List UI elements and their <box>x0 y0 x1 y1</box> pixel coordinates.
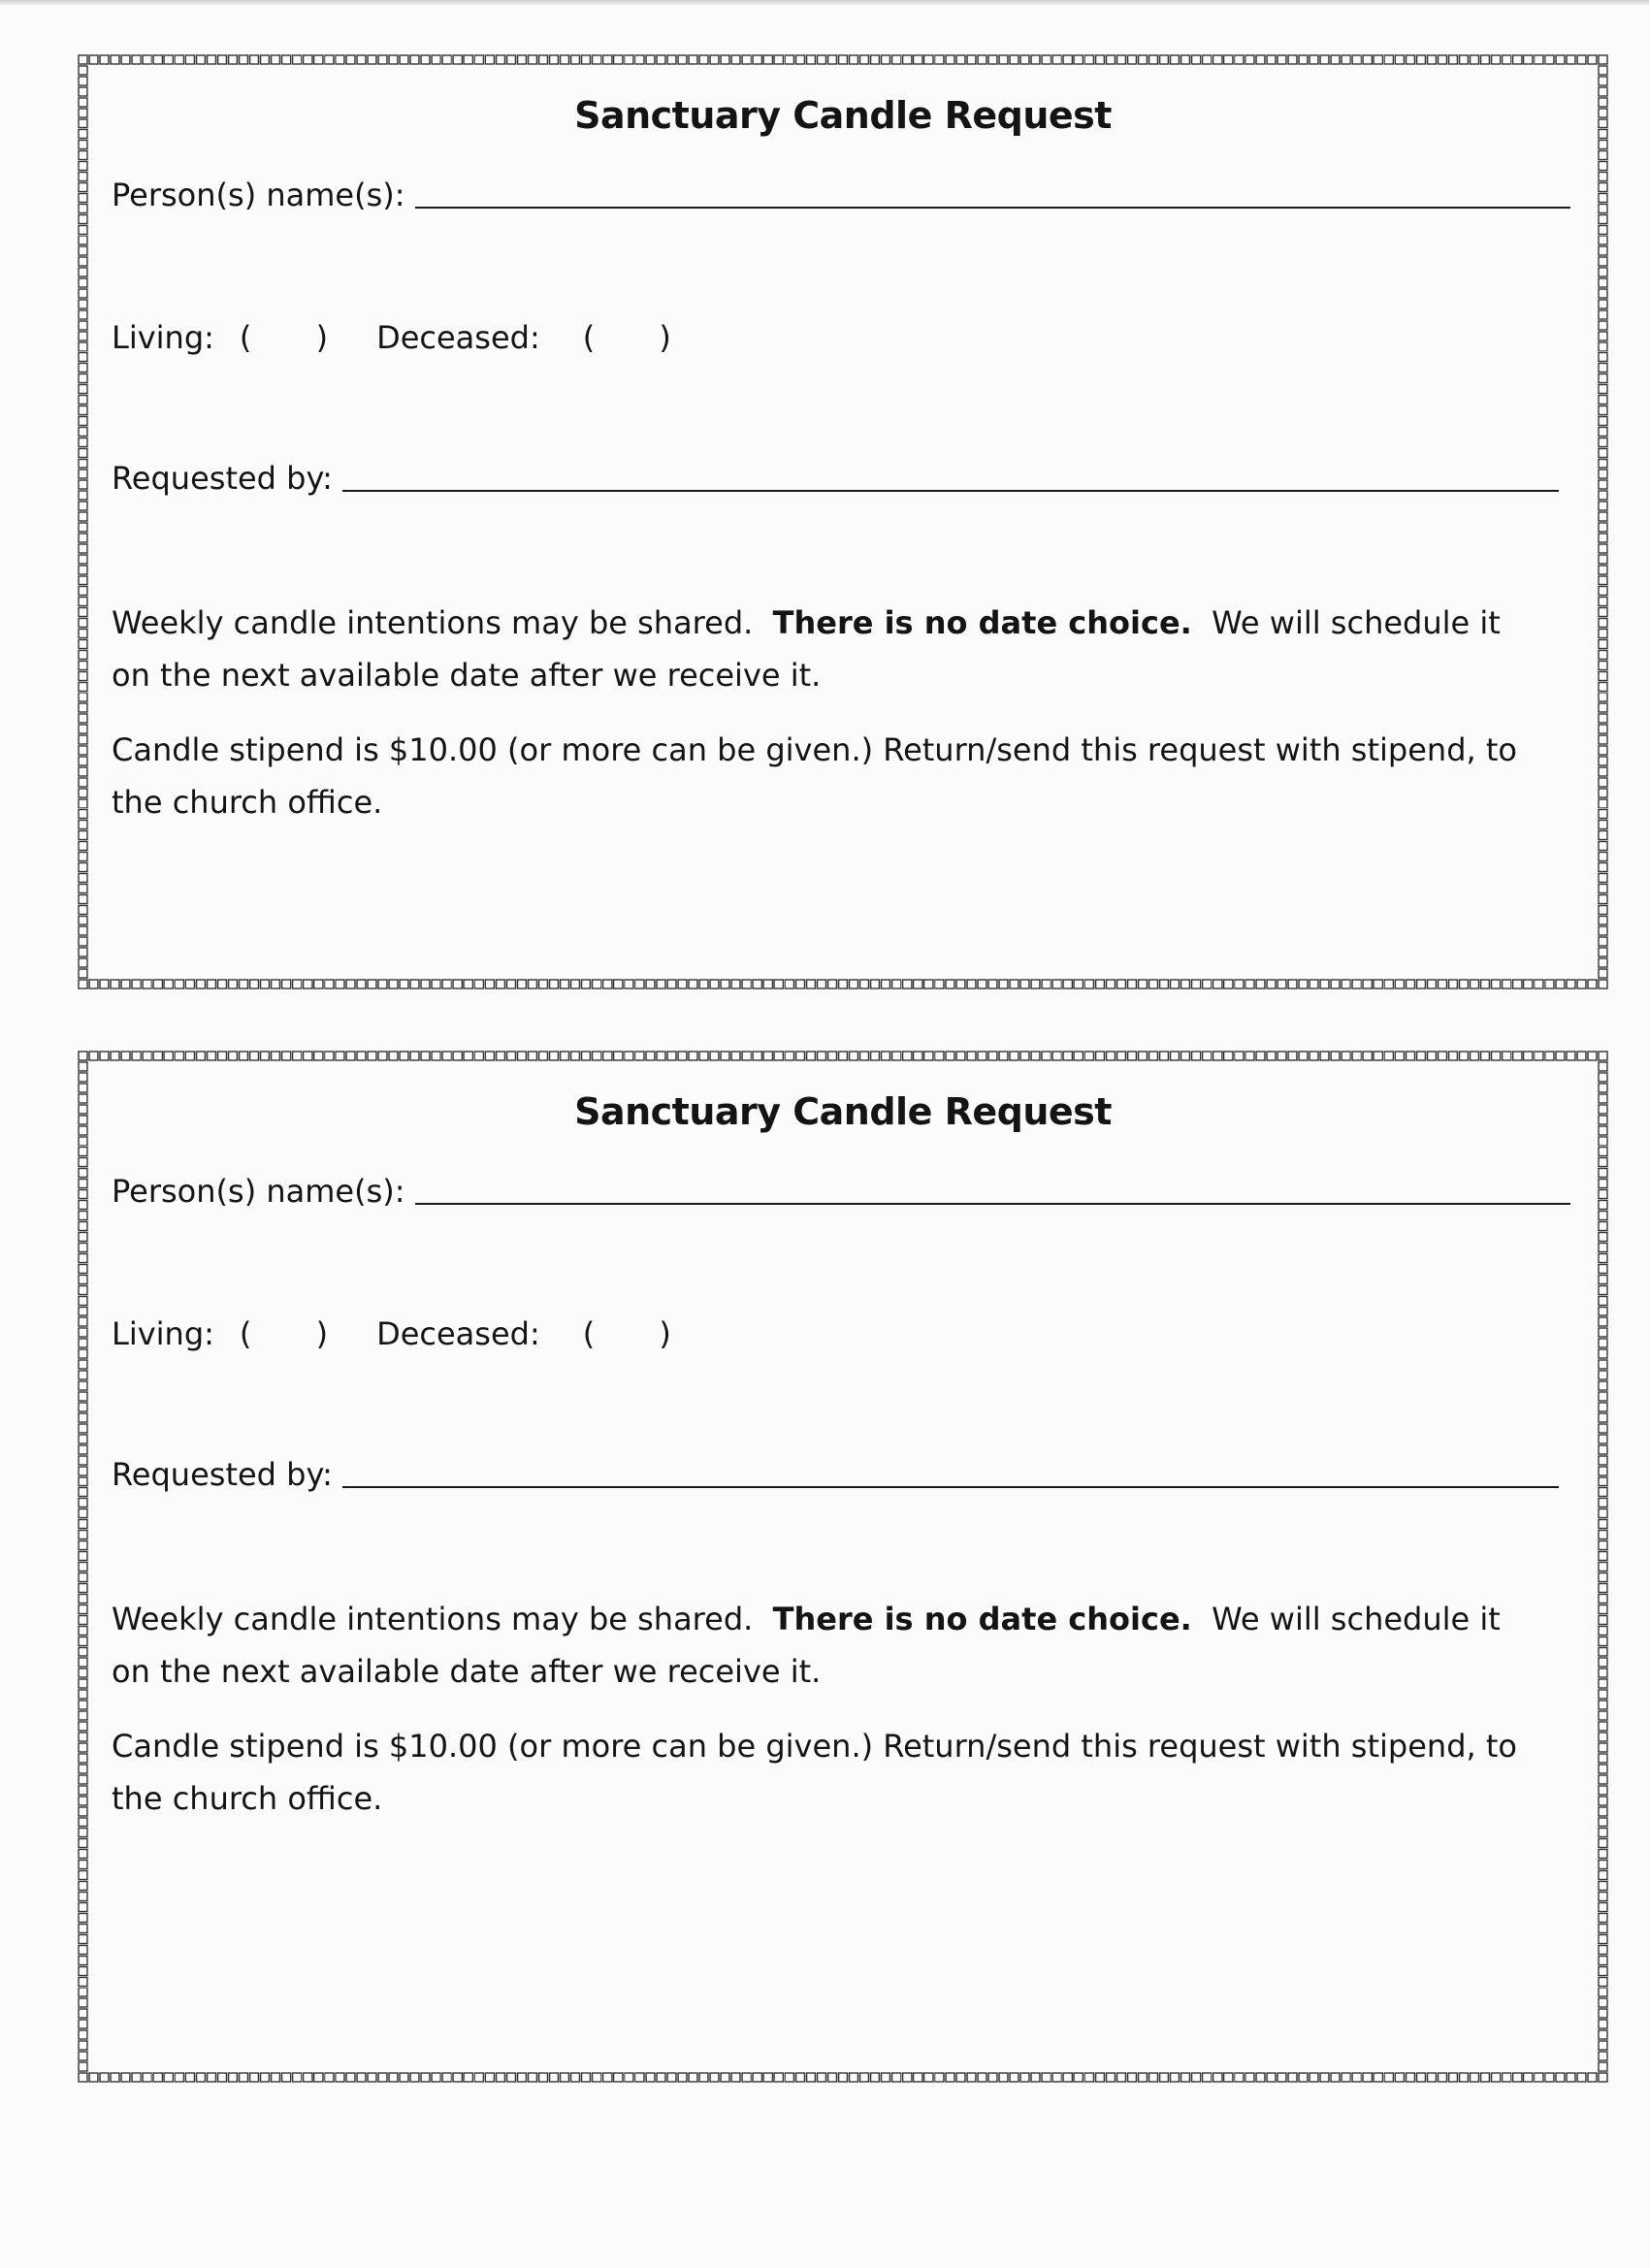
requested-row <box>112 1456 1570 1493</box>
intentions-text: Weekly candle intentions may be shared. <box>112 604 754 641</box>
status-row <box>112 1315 1570 1352</box>
living-checkbox[interactable]: ( ) <box>239 1315 356 1352</box>
form-title: Sanctuary Candle Request <box>574 1090 1112 1133</box>
stipend-paragraph: Candle stipend is $10.00 (or more can be given.) Return/send this request with stipend, to the church office. <box>112 731 1517 821</box>
names-row <box>112 177 1570 213</box>
status-row <box>112 319 1570 356</box>
names-blank-line[interactable] <box>415 207 1570 209</box>
intentions-schedule-text: We will schedule it on the next available date after we receive it. <box>112 604 1501 694</box>
requested-row <box>112 460 1570 497</box>
form-title: Sanctuary Candle Request <box>574 94 1112 137</box>
scan-edge <box>0 0 1649 6</box>
living-checkbox[interactable]: ( ) <box>239 319 356 356</box>
living-label: Living: <box>112 1315 214 1352</box>
requested-label: Requested by: <box>112 1456 333 1493</box>
intentions-paragraph <box>112 1593 1539 1698</box>
stipend-paragraph: Candle stipend is $10.00 (or more can be given.) Return/send this request with stipend, to the church office. <box>112 1728 1517 1817</box>
intentions-paragraph <box>112 597 1539 701</box>
deceased-checkbox[interactable]: ( ) <box>582 319 698 356</box>
candle-request-form <box>78 1051 1608 2083</box>
deceased-checkbox[interactable]: ( ) <box>582 1315 698 1352</box>
names-blank-line[interactable] <box>415 1203 1570 1205</box>
deceased-label: Deceased: <box>376 1315 540 1352</box>
living-label: Living: <box>112 319 214 356</box>
requested-blank-line[interactable] <box>342 1486 1559 1488</box>
intentions-text: Weekly candle intentions may be shared. <box>112 1601 754 1637</box>
intentions-bold-text: There is no date choice. <box>772 604 1192 641</box>
names-row <box>112 1173 1570 1210</box>
intentions-bold-text: There is no date choice. <box>772 1601 1192 1637</box>
names-label: Person(s) name(s): <box>112 177 405 213</box>
deceased-label: Deceased: <box>376 319 540 356</box>
intentions-schedule-text: We will schedule it on the next available date after we receive it. <box>112 1601 1501 1690</box>
names-label: Person(s) name(s): <box>112 1173 405 1210</box>
requested-label: Requested by: <box>112 460 333 497</box>
candle-request-form <box>78 54 1608 989</box>
requested-blank-line[interactable] <box>342 490 1559 492</box>
